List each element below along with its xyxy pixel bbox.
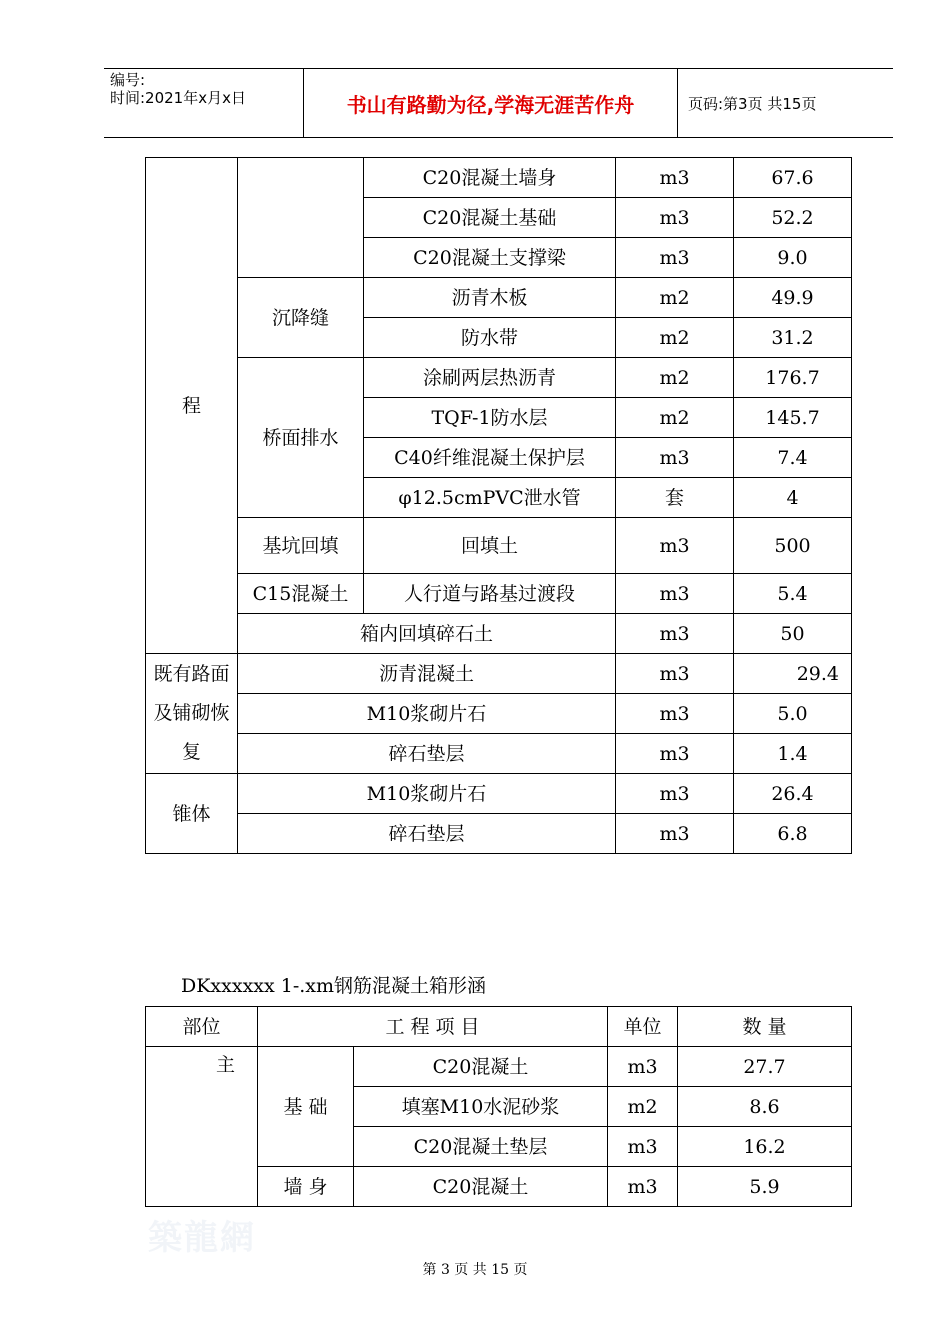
qty-cell: 5.9 xyxy=(678,1167,852,1207)
unit-cell: m3 xyxy=(616,438,734,478)
unit-cell: m3 xyxy=(616,774,734,814)
qty-cell: 6.8 xyxy=(734,814,852,854)
table-row xyxy=(146,278,852,318)
item-cell: φ12.5cmPVC泄水管 xyxy=(364,478,616,518)
unit-cell: m3 xyxy=(608,1167,678,1207)
group-cell-foundation: 基 础 xyxy=(258,1047,354,1167)
group-cell-settlement: 沉降缝 xyxy=(238,278,364,358)
qty-cell: 16.2 xyxy=(678,1127,852,1167)
number-label: 编号: xyxy=(110,71,146,89)
table-row xyxy=(146,358,852,398)
qty-cell: 500 xyxy=(734,518,852,574)
item-cell: 箱内回填碎石土 xyxy=(238,614,616,654)
table-row xyxy=(146,1047,852,1087)
qty-cell: 1.4 xyxy=(734,734,852,774)
qty-cell: 67.6 xyxy=(734,158,852,198)
item-cell: C20混凝土 xyxy=(354,1047,608,1087)
group-cell-empty xyxy=(238,158,364,278)
item-cell: TQF-1防水层 xyxy=(364,398,616,438)
item-cell: 沥青木板 xyxy=(364,278,616,318)
group-cell-drainage: 桥面排水 xyxy=(238,358,364,518)
part-cell: 程 xyxy=(146,158,238,654)
table-row xyxy=(146,158,852,198)
qty-cell: 27.7 xyxy=(678,1047,852,1087)
part-cell-main: 主 xyxy=(146,1047,258,1207)
qty-cell: 7.4 xyxy=(734,438,852,478)
qty-cell: 4 xyxy=(734,478,852,518)
group-cell-backfill: 基坑回填 xyxy=(238,518,364,574)
item-cell: 人行道与路基过渡段 xyxy=(364,574,616,614)
unit-cell: m3 xyxy=(616,694,734,734)
qty-cell: 9.0 xyxy=(734,238,852,278)
unit-cell: m3 xyxy=(608,1047,678,1087)
table-row xyxy=(146,774,852,814)
header-page-info: 页码:第3页 共15页 xyxy=(688,94,817,113)
item-cell: 碎石垫层 xyxy=(238,814,616,854)
table-row xyxy=(146,694,852,734)
header-slogan: 书山有路勤为径,学海无涯苦作舟 xyxy=(304,69,678,137)
unit-cell: m2 xyxy=(608,1087,678,1127)
table-row xyxy=(146,614,852,654)
unit-cell: m2 xyxy=(616,398,734,438)
item-cell: 沥青混凝土 xyxy=(238,654,616,694)
unit-cell: m3 xyxy=(616,158,734,198)
unit-cell: m2 xyxy=(616,318,734,358)
qty-cell: 52.2 xyxy=(734,198,852,238)
unit-cell: 套 xyxy=(616,478,734,518)
unit-cell: m3 xyxy=(608,1127,678,1167)
table-row xyxy=(146,654,852,694)
header-part: 部位 xyxy=(146,1007,258,1047)
qty-cell: 26.4 xyxy=(734,774,852,814)
part-cell-cone: 锥体 xyxy=(146,774,238,854)
item-cell: C20混凝土墙身 xyxy=(364,158,616,198)
item-cell: M10浆砌片石 xyxy=(238,694,616,734)
unit-cell: m2 xyxy=(616,278,734,318)
item-cell: C20混凝土 xyxy=(354,1167,608,1207)
qty-cell: 8.6 xyxy=(678,1087,852,1127)
qty-cell: 176.7 xyxy=(734,358,852,398)
unit-cell: m3 xyxy=(616,198,734,238)
qty-cell: 145.7 xyxy=(734,398,852,438)
group-cell-wall: 墙 身 xyxy=(258,1167,354,1207)
part-cell-pavement: 既有路面及铺砌恢复 xyxy=(146,654,238,774)
table-caption: DKxxxxxx 1-.xm钢筋混凝土箱形涵 xyxy=(181,975,487,997)
unit-cell: m2 xyxy=(616,358,734,398)
header-unit: 单位 xyxy=(608,1007,678,1047)
item-cell: C20混凝土支撑梁 xyxy=(364,238,616,278)
item-cell: C20混凝土基础 xyxy=(364,198,616,238)
unit-cell: m3 xyxy=(616,574,734,614)
table-row xyxy=(146,814,852,854)
group-cell-c15: C15混凝土 xyxy=(238,574,364,614)
header-item: 工 程 项 目 xyxy=(258,1007,608,1047)
item-cell: 防水带 xyxy=(364,318,616,358)
unit-cell: m3 xyxy=(616,814,734,854)
item-cell: 碎石垫层 xyxy=(238,734,616,774)
unit-cell: m3 xyxy=(616,238,734,278)
page-header xyxy=(104,68,893,138)
time-label: 时间:2021年x月x日 xyxy=(110,89,246,107)
qty-cell: 49.9 xyxy=(734,278,852,318)
unit-cell: m3 xyxy=(616,614,734,654)
item-cell: 填塞M10水泥砂浆 xyxy=(354,1087,608,1127)
page-footer: 第 3 页 共 15 页 xyxy=(422,1262,528,1278)
unit-cell: m3 xyxy=(616,734,734,774)
unit-cell: m3 xyxy=(616,654,734,694)
table-row xyxy=(146,518,852,574)
table-row xyxy=(146,734,852,774)
item-cell: 回填土 xyxy=(364,518,616,574)
header-qty: 数 量 xyxy=(678,1007,852,1047)
table-header-row xyxy=(146,1007,852,1047)
quantity-table-2 xyxy=(145,1006,852,1207)
qty-cell: 29.4 xyxy=(734,654,852,694)
item-cell: C20混凝土垫层 xyxy=(354,1127,608,1167)
item-cell: 涂刷两层热沥青 xyxy=(364,358,616,398)
qty-cell: 5.4 xyxy=(734,574,852,614)
item-cell: M10浆砌片石 xyxy=(238,774,616,814)
header-meta xyxy=(104,69,304,137)
qty-cell: 5.0 xyxy=(734,694,852,734)
qty-cell: 31.2 xyxy=(734,318,852,358)
unit-cell: m3 xyxy=(616,518,734,574)
qty-cell: 50 xyxy=(734,614,852,654)
quantity-table-1 xyxy=(145,157,852,854)
table-row xyxy=(146,574,852,614)
item-cell: C40纤维混凝土保护层 xyxy=(364,438,616,478)
watermark: 築龍網 xyxy=(148,1218,256,1258)
